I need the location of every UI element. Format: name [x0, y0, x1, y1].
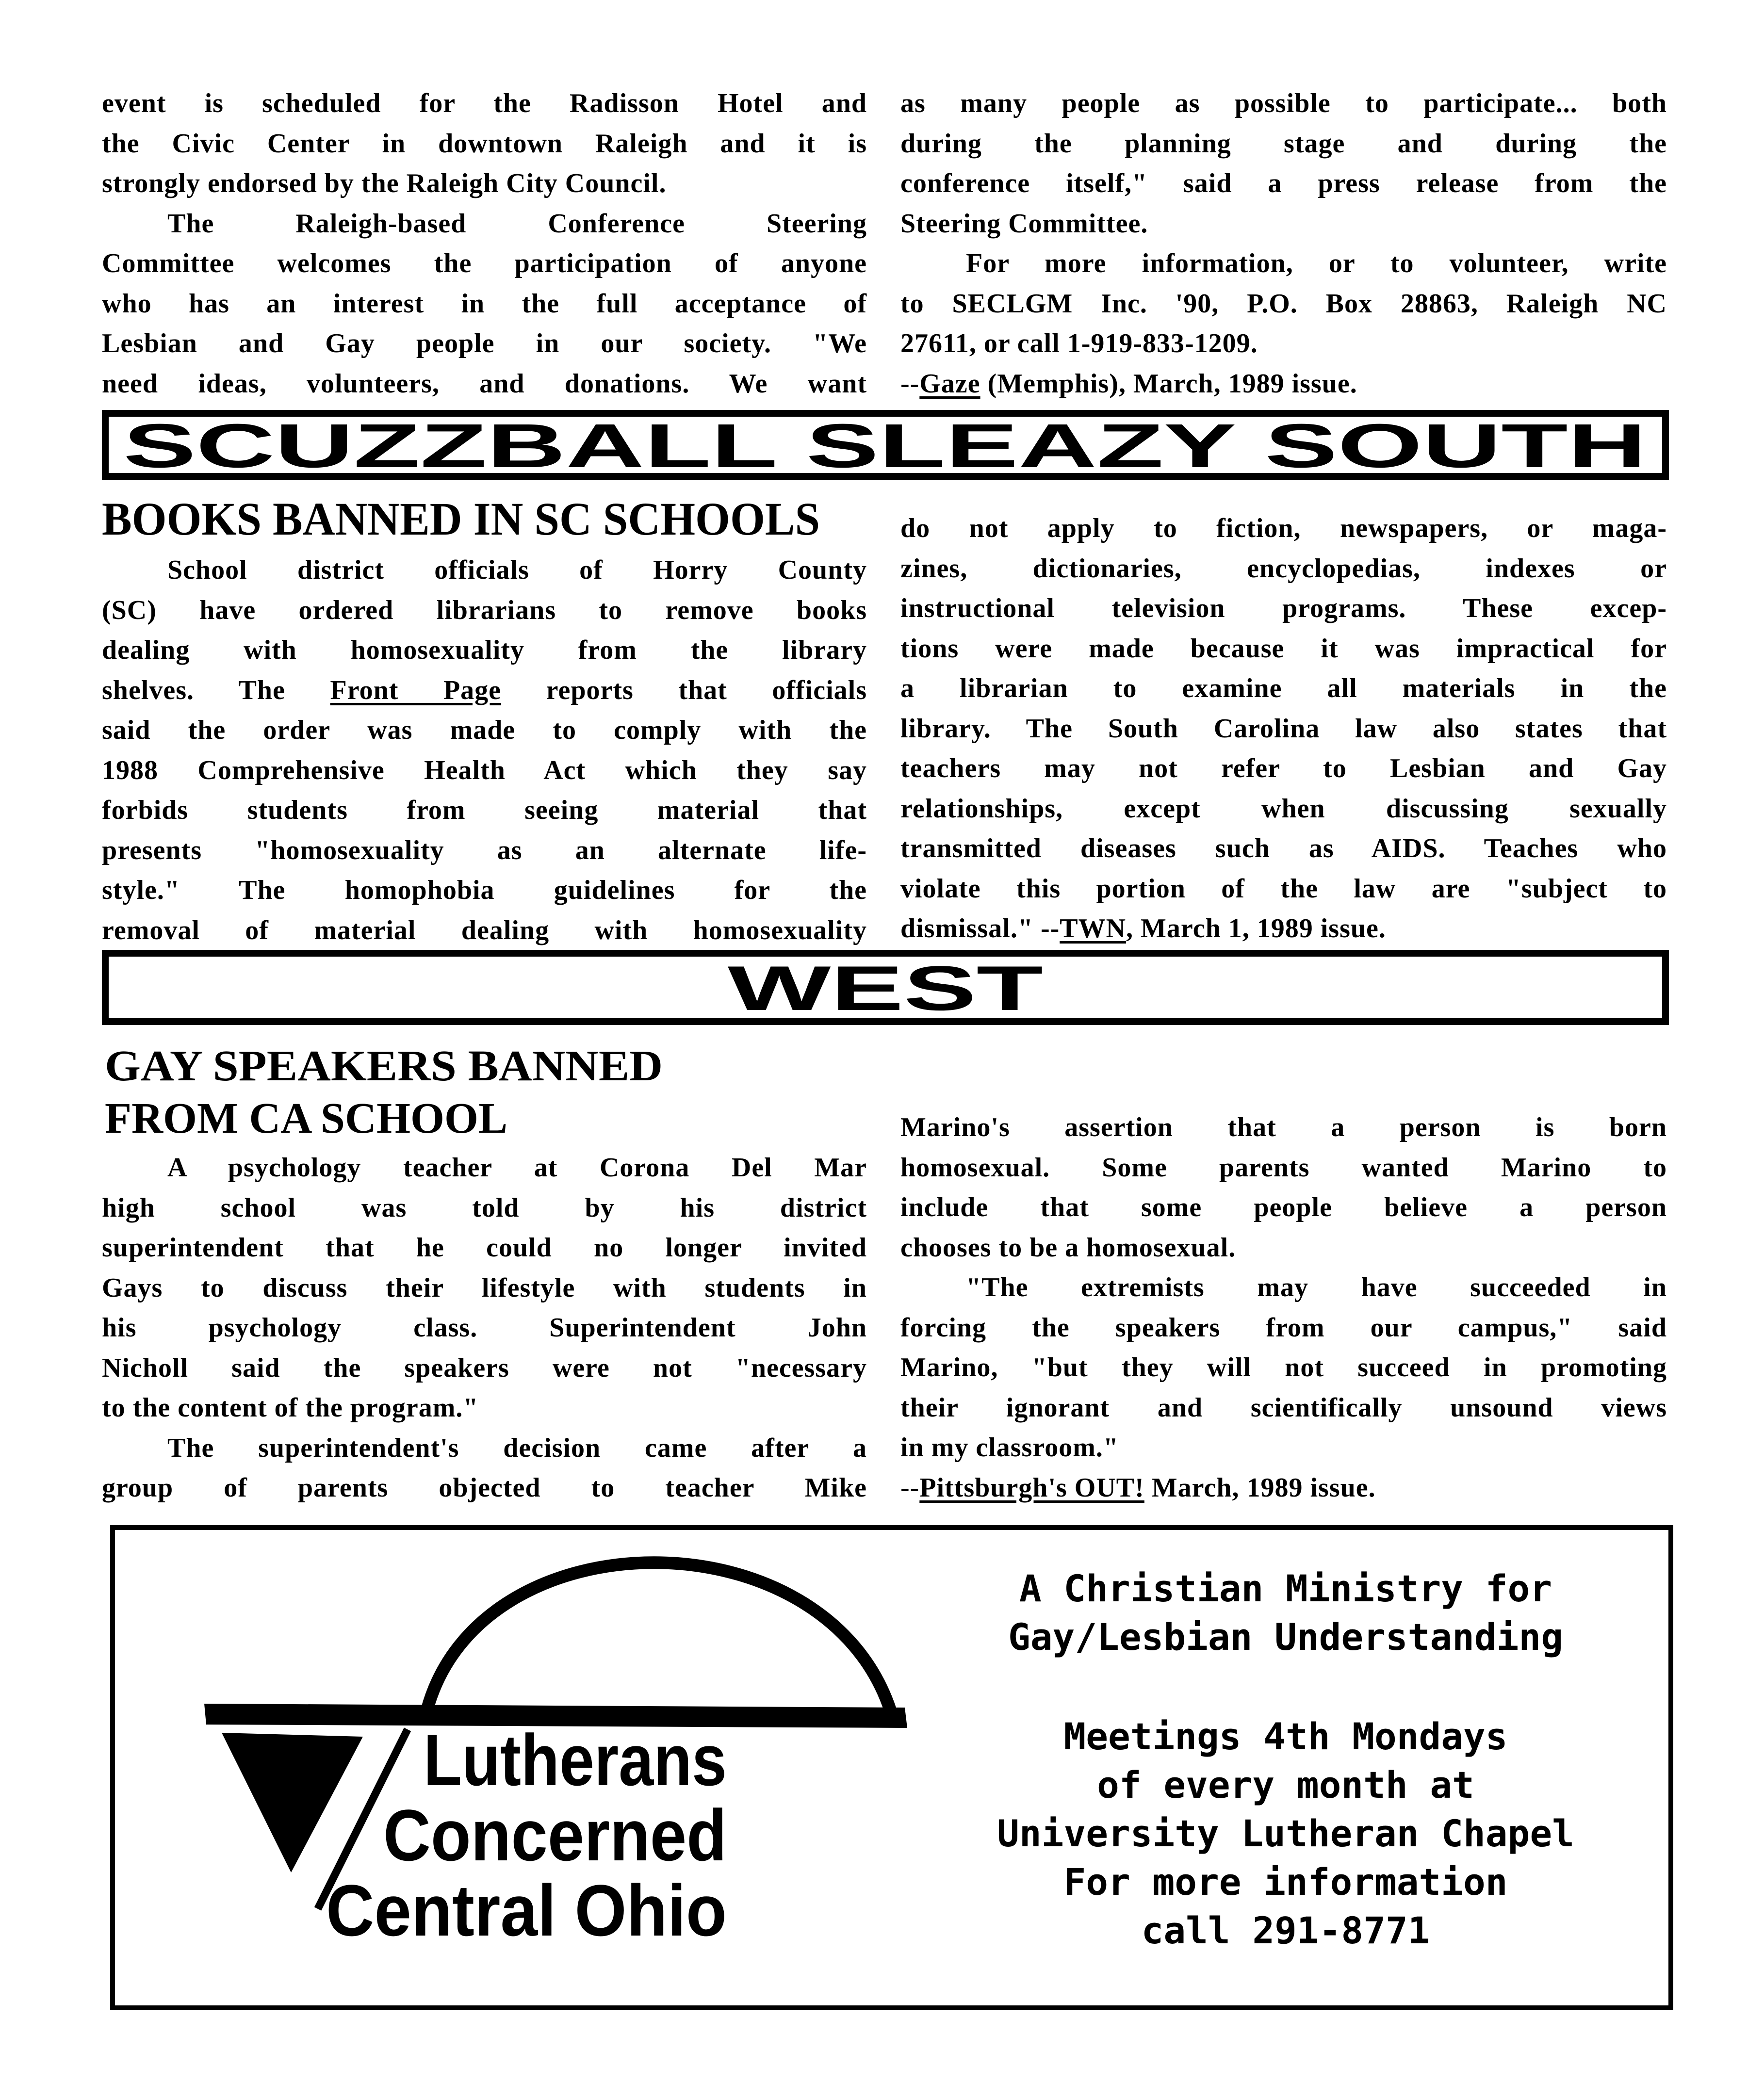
text-line: dealing with homosexuality from the library — [102, 635, 867, 665]
headline-books-banned: BOOKS BANNED IN SC SCHOOLS — [102, 493, 820, 543]
text-line: need ideas, volunteers, and donations. We want — [102, 368, 867, 399]
text-line: Steering Committee. — [900, 208, 1148, 239]
text-line: to the content of the program." — [102, 1393, 479, 1423]
text-line: conference itself," said a press release from the — [900, 168, 1667, 198]
logo-text-line-2: Concerned — [383, 1794, 727, 1876]
text-line: to SECLGM Inc. '90, P.O. Box 28863, Raleigh NC — [900, 288, 1667, 319]
text-line: a librarian to examine all materials in the — [900, 673, 1667, 703]
text-line: event is scheduled for the Radisson Hotel and — [102, 88, 867, 118]
text-line: removal of material dealing with homosexuality — [102, 915, 867, 945]
text-line: in my classroom." — [900, 1433, 1119, 1463]
ad-meeting-line-4: For more information — [1063, 1860, 1508, 1904]
text-line: relationships, except when discussing sexually — [900, 793, 1667, 824]
text-line: library. The South Carolina law also states that — [900, 713, 1667, 744]
text-line: the Civic Center in downtown Raleigh and it is — [102, 128, 867, 159]
text-line: said the order was made to comply with the — [102, 715, 867, 745]
text-line: "The extremists may have succeeded in — [966, 1272, 1667, 1302]
text-line: forbids students from seeing material that — [102, 795, 867, 825]
text-line: as many people as possible to participate... both — [900, 88, 1667, 118]
text-line: For more information, or to volunteer, write — [966, 248, 1667, 278]
ad-meeting-info — [922, 1712, 1650, 1955]
publication-name: Pittsburgh's OUT! — [919, 1472, 1144, 1503]
text-line: shelves. The Front Page reports that officials — [102, 675, 867, 705]
text-line: Lesbian and Gay people in our society. "We — [102, 328, 867, 358]
text-line: The Raleigh-based Conference Steering — [167, 208, 867, 239]
text-line: violate this portion of the law are "subject to — [900, 873, 1667, 904]
publication-name: Gaze — [919, 368, 980, 399]
logo-triangle-icon — [222, 1733, 363, 1872]
text-line: A psychology teacher at Corona Del Mar — [167, 1153, 867, 1183]
text-line: superintendent that he could no longer invited — [102, 1233, 867, 1263]
ad-meeting-line-3: University Lutheran Chapel — [997, 1812, 1574, 1855]
text-line: --Gaze (Memphis), March, 1989 issue. — [900, 368, 1357, 399]
text-line: The superintendent's decision came after a — [167, 1433, 867, 1463]
logo-text-line-3: Central Ohio — [326, 1870, 727, 1951]
text-line: group of parents objected to teacher Mike — [102, 1473, 867, 1503]
text-line: style." The homophobia guidelines for the — [102, 875, 867, 905]
text-line: forcing the speakers from our campus," said — [900, 1312, 1667, 1343]
publication-name: Front Page — [330, 675, 502, 705]
text-line: dismissal." --TWN, March 1, 1989 issue. — [900, 913, 1386, 944]
text-line: --Pittsburgh's OUT! March, 1989 issue. — [900, 1472, 1376, 1503]
text-line: strongly endorsed by the Raleigh City Council. — [102, 168, 667, 198]
text-line: Marino's assertion that a person is born — [900, 1112, 1667, 1142]
text-line: chooses to be a homosexual. — [900, 1232, 1236, 1263]
text-line: Marino, "but they will not succeed in promoting — [900, 1352, 1667, 1383]
logo-arc — [427, 1563, 890, 1710]
headline-line-1: GAY SPEAKERS BANNED — [105, 1042, 663, 1090]
text-line: his psychology class. Superintendent John — [102, 1313, 867, 1343]
text-line: include that some people believe a person — [900, 1192, 1667, 1222]
text-line: during the planning stage and during the — [900, 128, 1667, 159]
text-line: transmitted diseases such as AIDS. Teaches who — [900, 833, 1667, 863]
ad-tagline — [922, 1564, 1650, 1661]
publication-name: TWN — [1060, 913, 1127, 944]
text-line: high school was told by his district — [102, 1192, 867, 1223]
text-line: Gays to discuss their lifestyle with students in — [102, 1272, 867, 1303]
ad-phone: call 291-8771 — [1141, 1909, 1430, 1952]
text-line: 1988 Comprehensive Health Act which they say — [102, 755, 867, 785]
text-line: their ignorant and scientifically unsound views — [900, 1392, 1667, 1423]
ad-tagline-line-2: Gay/Lesbian Understanding — [1008, 1615, 1563, 1659]
text-line: 27611, or call 1-919-833-1209. — [900, 328, 1258, 358]
text-line: homosexual. Some parents wanted Marino to — [900, 1152, 1667, 1183]
text-line: Committee welcomes the participation of anyone — [102, 248, 867, 278]
text-line: (SC) have ordered librarians to remove books — [102, 595, 867, 625]
ad-meeting-line-2: of every month at — [1097, 1763, 1474, 1807]
text-line: teachers may not refer to Lesbian and Gay — [900, 753, 1667, 783]
text-line: tions were made because it was impractical for — [900, 633, 1667, 664]
text-line: who has an interest in the full acceptance of — [102, 288, 867, 319]
text-line: School district officials of Horry County — [167, 555, 867, 585]
banner-title: WEST — [728, 957, 1043, 1018]
text-line: instructional television programs. These excep- — [900, 593, 1667, 623]
headline-line-2: FROM CA SCHOOL — [105, 1094, 507, 1142]
logo-text-line-1: Lutherans — [424, 1719, 727, 1801]
text-line: zines, dictionaries, encyclopedias, indexes or — [900, 553, 1667, 584]
ad-tagline-line-1: A Christian Ministry for — [1019, 1567, 1552, 1610]
text-line: do not apply to fiction, newspapers, or maga- — [900, 513, 1667, 543]
text-line: presents "homosexuality as an alternate life- — [102, 835, 867, 865]
banner-title: SCUZZBALL SLEAZY SOUTH — [123, 417, 1647, 473]
ad-meeting-line-1: Meetings 4th Mondays — [1063, 1715, 1508, 1758]
text-line: Nicholl said the speakers were not "necessary — [102, 1352, 867, 1383]
